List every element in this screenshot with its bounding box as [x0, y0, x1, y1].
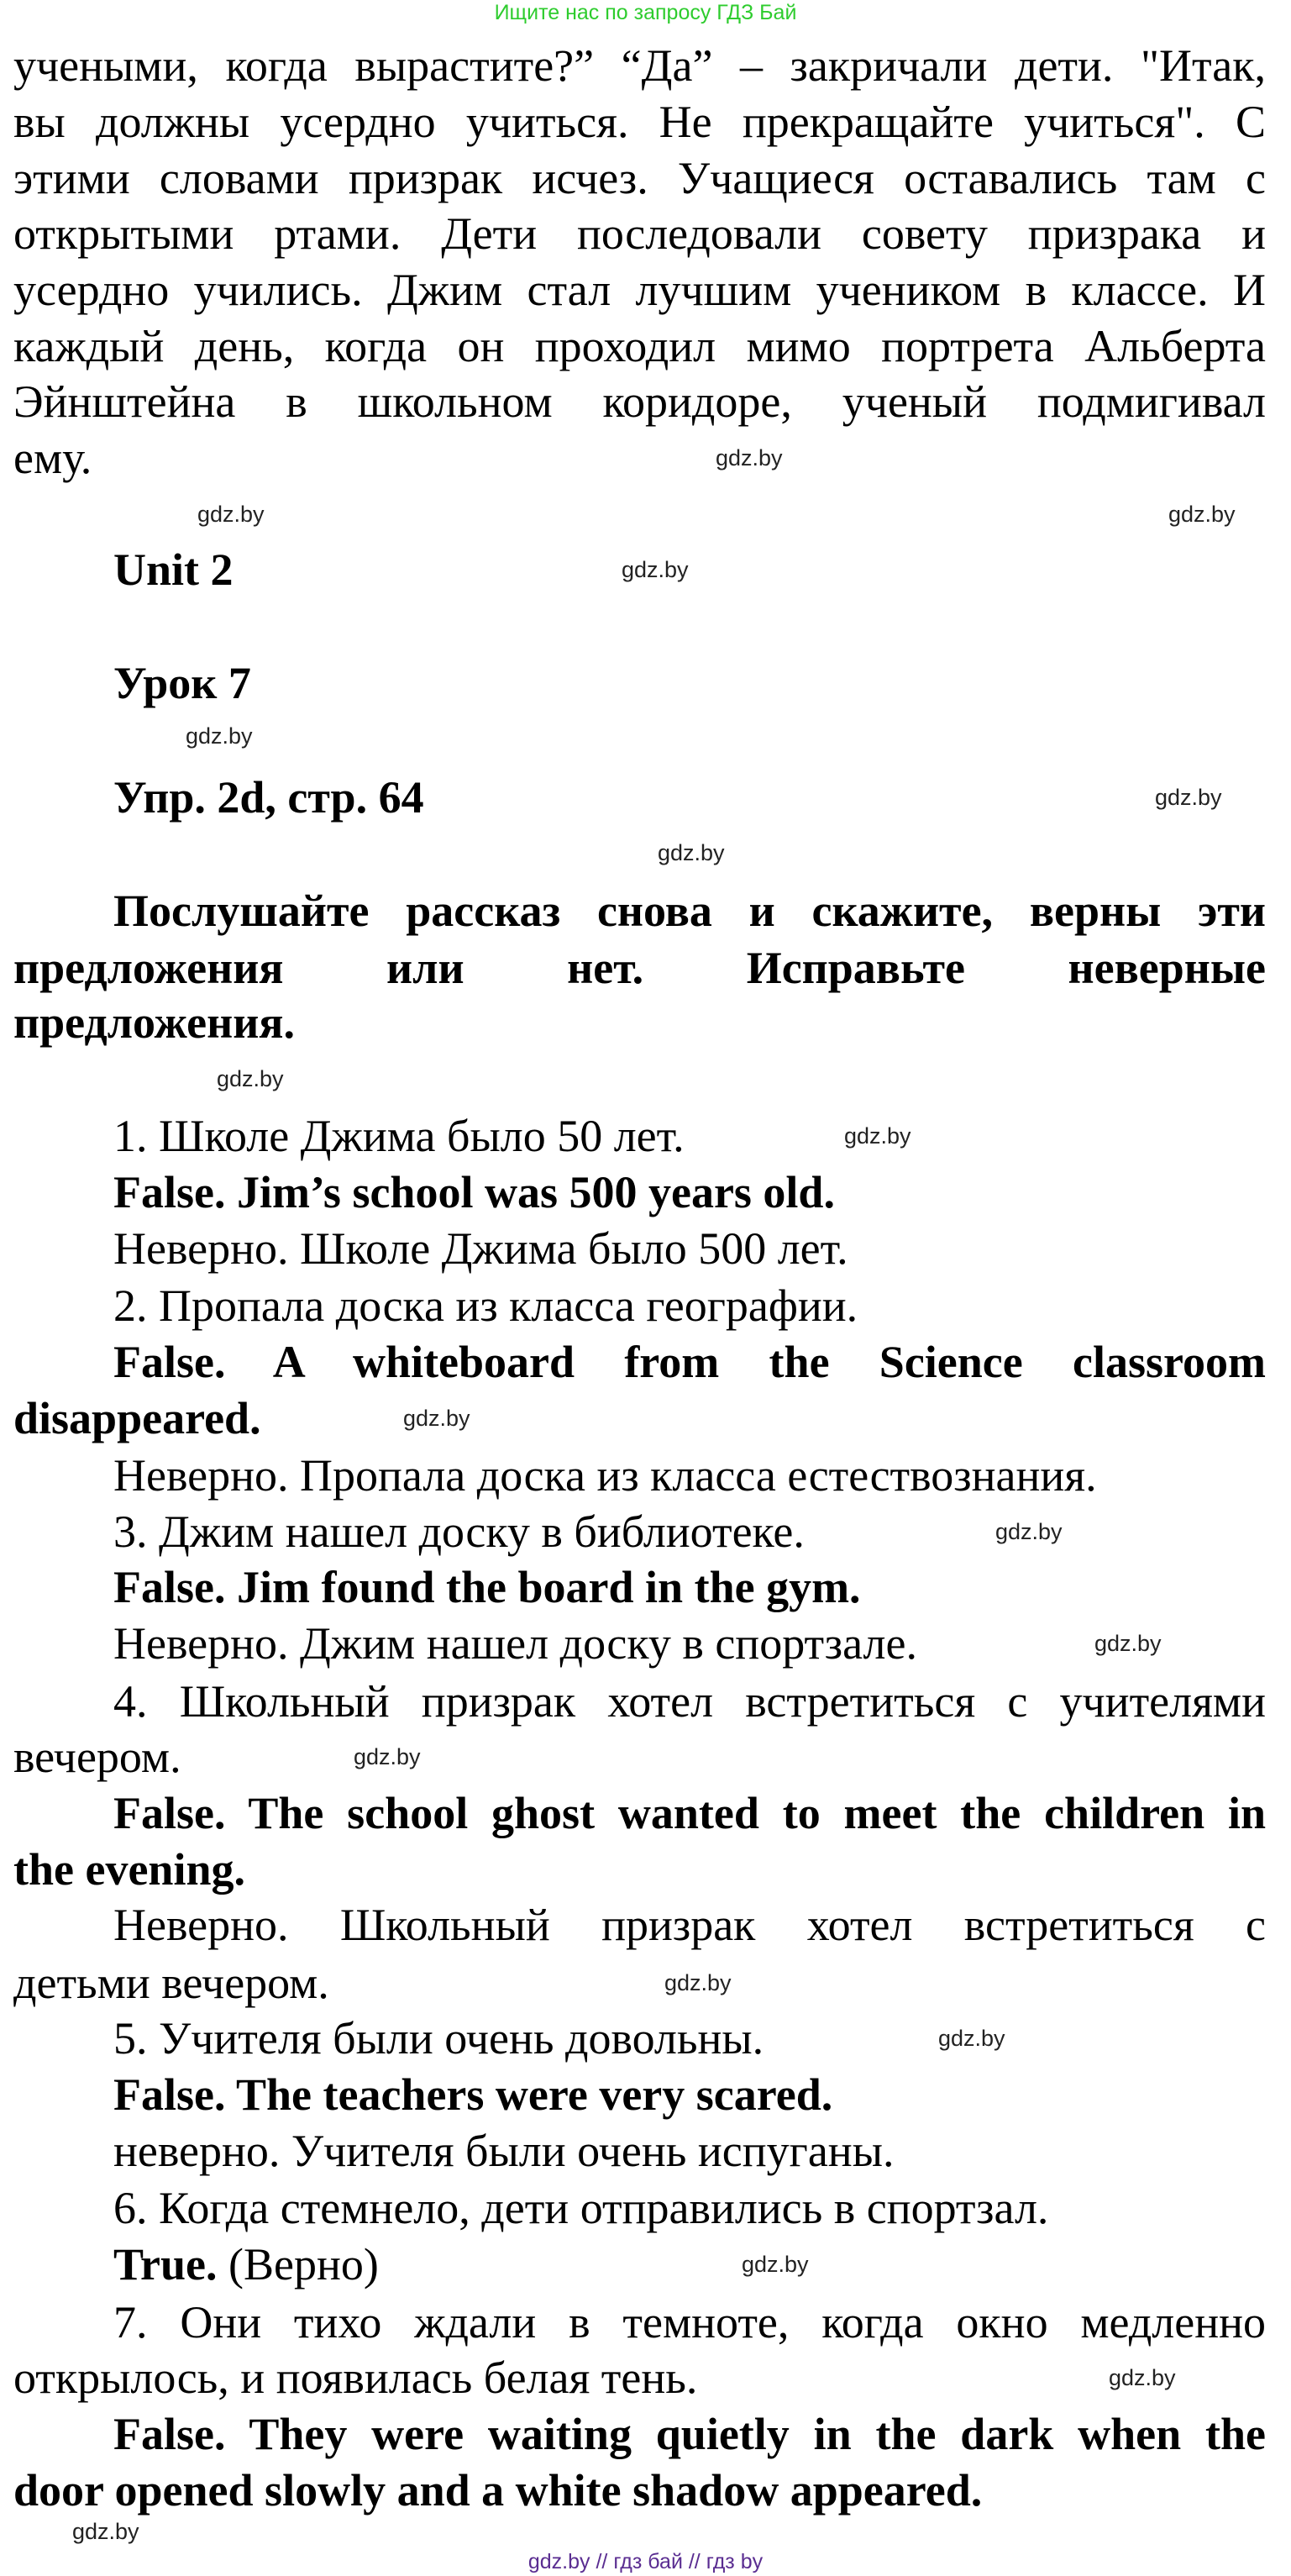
answer: False. Jim found the board in the gym.	[113, 1562, 861, 1612]
story-line: вы должны усердно учиться. Не прекращайте учиться". С	[13, 97, 1266, 147]
translation: Неверно. Школе Джима было 500 лет.	[113, 1223, 848, 1274]
translation: Неверно. Джим нашел доску в спортзале.	[113, 1618, 917, 1669]
translation: Неверно. Школьный призрак хотел встретиться с	[113, 1900, 1266, 1950]
gdz-watermark: gdz.by	[742, 2252, 809, 2277]
story-line: учеными, когда вырастите?” “Да” – закричали дети. "Итак,	[13, 40, 1266, 91]
question: 3. Джим нашел доску в библиотеке.	[113, 1506, 805, 1557]
gdz-watermark: gdz.by	[938, 2026, 1005, 2051]
task-line: предложения.	[13, 997, 296, 1048]
gdz-watermark: gdz.by	[1109, 2365, 1176, 2390]
translation: неверно. Учителя были очень испуганы.	[113, 2126, 895, 2176]
answer: False. The teachers were very scared.	[113, 2069, 833, 2120]
answer: False. The school ghost wanted to meet the children in	[113, 1788, 1266, 1838]
question: 2. Пропала доска из класса географии.	[113, 1280, 858, 1331]
search-banner: Ищите нас по запросу ГДЗ Бай	[494, 1, 797, 24]
story-line: открытыми ртами. Дети последовали совету призрака и	[13, 208, 1266, 259]
lesson-heading: Урок 7	[113, 658, 251, 708]
gdz-watermark: gdz.by	[1094, 1631, 1162, 1656]
translation: Неверно. Пропала доска из класса естествознания.	[113, 1450, 1097, 1501]
answer: False. Jim’s school was 500 years old.	[113, 1167, 835, 1217]
question: 4. Школьный призрак хотел встретиться с учителями	[113, 1676, 1266, 1727]
question: 1. Школе Джима было 50 лет.	[113, 1111, 685, 1161]
answer: the evening.	[13, 1844, 245, 1895]
story-line: усердно учились. Джим стал лучшим учеником в классе. И	[13, 265, 1266, 315]
gdz-watermark: gdz.by	[1168, 502, 1236, 527]
question: открылось, и появилась белая тень.	[13, 2353, 698, 2403]
gdz-watermark: gdz.by	[716, 445, 783, 471]
question: 5. Учителя были очень довольны.	[113, 2013, 764, 2063]
question: вечером.	[13, 1732, 181, 1782]
story-line: каждый день, когда он проходил мимо портрета Альберта	[13, 321, 1266, 371]
task-line: Послушайте рассказ снова и скажите, верны эти	[113, 886, 1266, 936]
story-line: Эйнштейна в школьном коридоре, ученый подмигивал	[13, 376, 1266, 427]
story-line: ему.	[13, 433, 92, 483]
gdz-watermark: gdz.by	[844, 1123, 911, 1149]
gdz-watermark: gdz.by	[186, 723, 253, 749]
gdz-watermark: gdz.by	[403, 1406, 470, 1431]
question: 7. Они тихо ждали в темноте, когда окно медленно	[113, 2297, 1266, 2347]
gdz-watermark: gdz.by	[622, 557, 689, 582]
answer-verdict: True.	[113, 2239, 218, 2289]
translation: детьми вечером.	[13, 1958, 329, 2008]
gdz-watermark: gdz.by	[72, 2519, 139, 2544]
gdz-watermark: gdz.by	[995, 1519, 1063, 1544]
gdz-watermark: gdz.by	[354, 1744, 421, 1769]
gdz-watermark: gdz.by	[1155, 785, 1222, 810]
answer: False. They were waiting quietly in the dark when the	[113, 2409, 1266, 2459]
answer: disappeared.	[13, 1393, 261, 1443]
gdz-watermark: gdz.by	[664, 1970, 732, 1995]
unit-heading: Unit 2	[113, 544, 234, 595]
story-line: этими словами призрак исчез. Учащиеся оставались там с	[13, 153, 1266, 203]
task-line: предложения или нет. Исправьте неверные	[13, 943, 1266, 993]
gdz-watermark: gdz.by	[658, 840, 725, 865]
translation: (Верно)	[228, 2239, 379, 2289]
answer	[113, 2238, 379, 2290]
gdz-watermark: gdz.by	[217, 1066, 284, 1091]
gdz-watermark: gdz.by	[197, 502, 265, 527]
exercise-heading: Упр. 2d, стр. 64	[113, 772, 424, 823]
answer: False. A whiteboard from the Science classroom	[113, 1337, 1266, 1387]
answer: door opened slowly and a white shadow appeared.	[13, 2465, 983, 2516]
footer-watermark: gdz.by // гдз бай // гдз by	[527, 2550, 764, 2573]
question: 6. Когда стемнело, дети отправились в спортзал.	[113, 2183, 1049, 2233]
